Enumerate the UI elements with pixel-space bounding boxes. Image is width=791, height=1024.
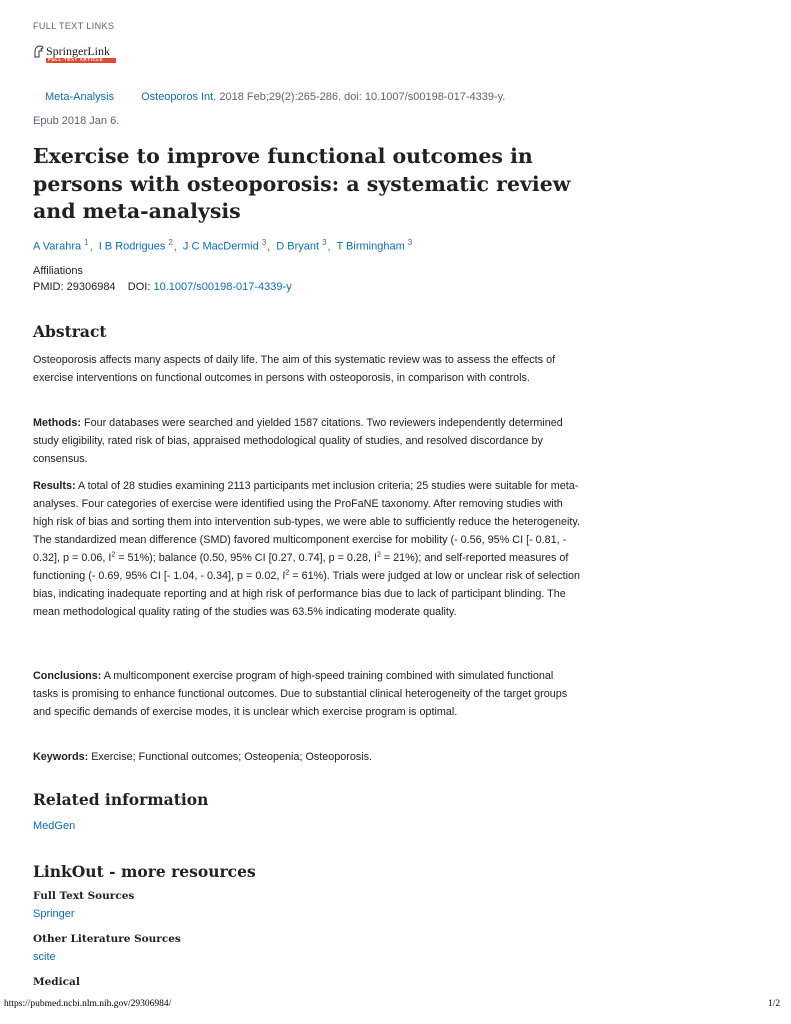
author-list: A Varahra $^1$, I B Rodrigues $^2$, J C MacDermid $^3$, D Bryant $^3$, T Birmingham $^3$ [33,238,413,253]
footer-page-number: 1/2 [768,999,781,1009]
methods-text: Four databases were searched and yielded 1587 citations. Two reviewers independently determined study eligibility, rated risk of bias, appraised methodological quality of studies, and resolved discordance by consensus. [33,417,563,465]
abstract-methods [33,414,581,468]
author-affiliation-number[interactable]: 3 [322,238,327,247]
related-information-heading: Related information [33,790,209,809]
springerlink-button[interactable] [33,45,123,65]
epub-date: Epub 2018 Jan 6. [33,115,120,127]
affiliations-toggle[interactable]: Affiliations [33,265,83,277]
abstract-conclusions [33,667,581,721]
full-text-links-label: FULL TEXT LINKS [33,21,115,31]
springer-logo-text: SpringerLink [46,44,110,58]
author-link[interactable]: D Bryant [276,240,320,253]
footer-url: https://pubmed.ncbi.nlm.nih.gov/29306984/ [4,999,172,1009]
citation-details: 2018 Feb;29(2):265-286. doi: 10.1007/s00198-017-4339-y. [216,91,506,103]
full-text-article-bar [46,58,116,63]
author-link[interactable]: A Varahra [33,240,82,253]
author-affiliation-number[interactable]: 1 [84,238,89,247]
article-title: Exercise to improve functional outcomes in persons with osteoporosis: a systematic review and meta-analysis [33,144,571,223]
scite-link[interactable]: scite [33,951,56,963]
full-text-sources-heading: Full Text Sources [33,890,135,902]
citation-line [45,91,505,103]
linkout-heading: LinkOut - more resources [33,862,256,881]
conclusions-label: Conclusions: [33,670,102,682]
keywords [33,748,581,766]
author-link[interactable]: J C MacDermid [182,240,259,253]
keywords-text: Exercise; Functional outcomes; Osteopenia; Osteoporosis. [88,751,373,763]
results-text: A total of 28 studies examining 2113 participants met inclusion criteria; 25 studies were suitable for meta-analyses. Four categories of exercise were identified using the ProFaNE taxonomy. After removing studies with high risk of bias and sorting them into intervention sub-types, we were able to sufficiently reduce the heterogeneity. The standardized mean difference (SMD) favored multicomponent exercise for mobility (- 0.56, 95% CI [- 0.81, - 0.32], p = 0.06, I [33,480,580,564]
superscript: 2 [285,569,290,577]
full-text-article-text: FULL-TEXT ARTICLE [48,57,104,62]
abstract-intro: Osteoporosis affects many aspects of daily life. The aim of this systematic review was to assess the effects of exercise interventions on functional outcomes in persons with osteoporosis, in comparison with controls. [33,354,556,384]
conclusions-text: A multicomponent exercise program of high-speed training combined with simulated functional tasks is promising to enhance functional outcomes. Due to substantial clinical heterogeneity of the target groups and specific demands of exercise modes, it is unclear which exercise program is optimal. [33,670,568,718]
results-text: = 21%); and self-reported measures of functioning (- 0.69, 95% CI [- 1.04, - 0.34], p = 0.02, I [33,552,569,582]
other-literature-sources-heading: Other Literature Sources [33,933,181,945]
methods-label: Methods: [33,417,81,429]
superscript: 2 [111,551,116,559]
medical-heading: Medical [33,976,80,988]
article-identifiers [33,281,292,293]
author-affiliation-number[interactable]: 2 [168,238,173,247]
abstract-heading: Abstract [33,322,107,341]
superscript: 2 [376,551,381,559]
author-affiliation-number[interactable]: 3 [407,238,413,247]
springer-link[interactable]: Springer [33,908,75,920]
medgen-link[interactable]: MedGen [33,820,76,832]
doi-label: DOI: [127,281,154,293]
author-affiliation-number[interactable]: 3 [261,238,267,247]
keywords-label: Keywords: [33,751,89,763]
journal-link[interactable]: Osteoporos Int. [141,91,217,103]
doi-link[interactable]: 10.1007/s00198-017-4339-y [153,281,292,293]
publication-type-link[interactable]: Meta-Analysis [45,91,115,103]
pmid: PMID: 29306984 [33,281,116,293]
results-text: = 61%). Trials were judged at low or unclear risk of selection bias, indicating inadequate reporting and at high risk of performance bias due to lack of participant blinding. The mean methodological quality rating of the studies was 63.5% indicating moderate quality. [33,570,581,618]
author-link[interactable]: I B Rodrigues [98,240,166,253]
abstract-results [33,477,581,621]
results-label: Results: [33,480,76,492]
springer-horse-icon [33,45,44,58]
author-link[interactable]: T Birmingham [336,240,405,253]
results-text: = 51%); balance (0.50, 95% CI [0.27, 0.74], p = 0.28, I [115,552,377,564]
